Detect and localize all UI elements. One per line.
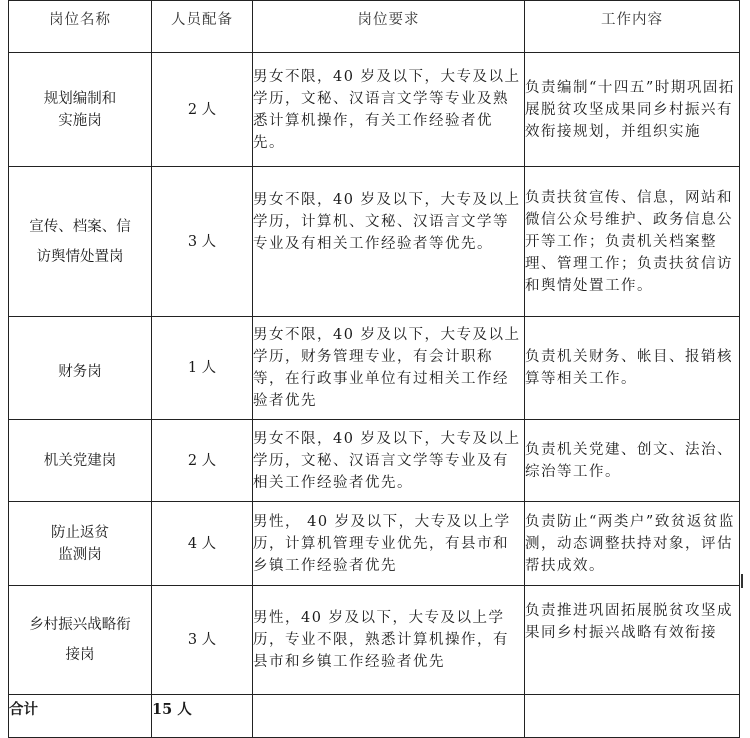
positions-table bbox=[8, 0, 740, 738]
total-empty-cell bbox=[253, 695, 525, 738]
table-row bbox=[9, 167, 740, 317]
table-row bbox=[9, 586, 740, 695]
staff-count: 2 人 bbox=[152, 420, 253, 502]
position-name-line: 实施岗 bbox=[58, 112, 102, 129]
header-staffing: 人员配备 bbox=[152, 1, 253, 53]
duty-cell: 负责防止“两类户”致贫返贫监测，动态调整扶持对象，评估帮扶成效。 bbox=[525, 502, 740, 586]
table-row bbox=[9, 420, 740, 502]
staff-count: 3 人 bbox=[152, 586, 253, 695]
header-position-name: 岗位名称 bbox=[9, 1, 152, 53]
duty-cell: 负责机关党建、创文、法治、综治等工作。 bbox=[525, 420, 740, 502]
requirement-cell: 男女不限，40 岁及以下，大专及以上学历，文秘、汉语言文学等专业及熟悉计算机操作，有关工作经验者优先。 bbox=[253, 53, 525, 167]
position-name-line: 规划编制和 bbox=[43, 90, 117, 107]
duty-cell: 负责推进巩固拓展脱贫攻坚成果同乡村振兴战略有效衔接 bbox=[525, 586, 740, 695]
position-name-cell bbox=[9, 502, 152, 586]
table-row bbox=[9, 53, 740, 167]
staff-count: 4 人 bbox=[152, 502, 253, 586]
staff-count: 1 人 bbox=[152, 317, 253, 420]
header-duties: 工作内容 bbox=[525, 1, 740, 53]
staff-count: 2 人 bbox=[152, 53, 253, 167]
duty-cell: 负责编制“十四五”时期巩固拓展脱贫攻坚成果同乡村振兴有效衔接规划，并组织实施 bbox=[525, 53, 740, 167]
table-row bbox=[9, 502, 740, 586]
position-name-line: 防止返贫 bbox=[51, 524, 109, 541]
header-requirements: 岗位要求 bbox=[253, 1, 525, 53]
position-name-line: 访舆情处置岗 bbox=[36, 248, 124, 265]
position-name-line: 机关党建岗 bbox=[43, 452, 117, 469]
requirement-cell: 男女不限，40 岁及以下，大专及以上学历，计算机、文秘、汉语言文学等专业及有相关工作经验者等优先。 bbox=[253, 167, 525, 317]
total-count: 15 人 bbox=[152, 695, 253, 738]
total-row bbox=[9, 695, 740, 738]
position-name-cell bbox=[9, 53, 152, 167]
duty-cell: 负责扶贫宣传、信息，网站和微信公众号维护、政务信息公开等工作；负责机关档案整理、管理工作；负责扶贫信访和舆情处置工作。 bbox=[525, 167, 740, 317]
position-name-cell bbox=[9, 586, 152, 695]
position-name-line: 宣传、档案、信 bbox=[29, 218, 131, 235]
total-label: 合计 bbox=[9, 695, 152, 738]
position-name-cell bbox=[9, 167, 152, 317]
requirement-cell: 男性， 40 岁及以下，大专及以上学历，计算机管理专业优先，有县市和乡镇工作经验者优先 bbox=[253, 502, 525, 586]
requirement-cell: 男女不限，40 岁及以下，大专及以上学历，文秘、汉语言文学等专业及有相关工作经验者优先。 bbox=[253, 420, 525, 502]
requirement-cell: 男性，40 岁及以下，大专及以上学历，专业不限，熟悉计算机操作，有县市和乡镇工作经验者优先 bbox=[253, 586, 525, 695]
position-name-line: 财务岗 bbox=[58, 364, 102, 380]
total-empty-cell bbox=[525, 695, 740, 738]
duty-cell: 负责机关财务、帐目、报销核算等相关工作。 bbox=[525, 317, 740, 420]
position-name-cell bbox=[9, 317, 152, 420]
header-row bbox=[9, 1, 740, 53]
position-name-line: 接岗 bbox=[65, 647, 95, 663]
position-name-line: 乡村振兴战略衔 bbox=[29, 617, 131, 633]
position-name-line: 监测岗 bbox=[58, 546, 102, 563]
staff-count: 3 人 bbox=[152, 167, 253, 317]
table-row bbox=[9, 317, 740, 420]
requirement-cell: 男女不限，40 岁及以下，大专及以上学历，财务管理专业，有会计职称等，在行政事业单位有过相关工作经验者优先 bbox=[253, 317, 525, 420]
position-name-cell bbox=[9, 420, 152, 502]
text-cursor-mark bbox=[741, 574, 743, 588]
